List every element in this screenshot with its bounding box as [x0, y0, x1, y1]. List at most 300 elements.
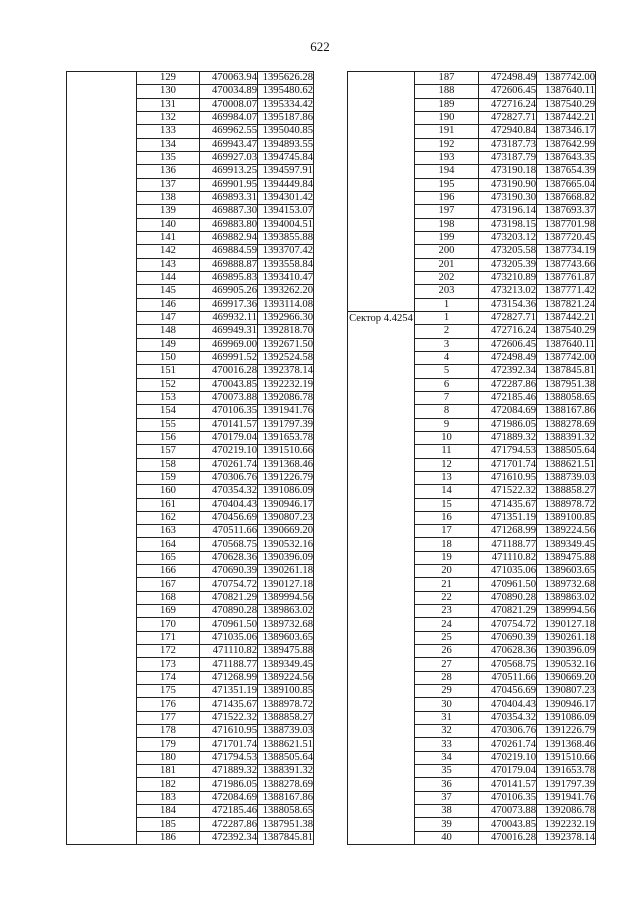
y-coordinate: 1390669.20 — [258, 525, 314, 538]
point-number: 162 — [137, 511, 200, 524]
y-coordinate: 1391226.79 — [258, 471, 314, 484]
x-coordinate: 472287.86 — [479, 378, 537, 391]
point-number: 21 — [415, 578, 479, 591]
point-number: 15 — [415, 498, 479, 511]
x-coordinate: 472185.46 — [479, 391, 537, 404]
x-coordinate: 471435.67 — [479, 498, 537, 511]
point-number: 143 — [137, 258, 200, 271]
point-number: 33 — [415, 738, 479, 751]
y-coordinate: 1387640.11 — [537, 85, 596, 98]
point-number: 178 — [137, 725, 200, 738]
point-number: 137 — [137, 178, 200, 191]
point-number: 31 — [415, 711, 479, 724]
point-number: 145 — [137, 285, 200, 298]
x-coordinate: 470106.35 — [200, 405, 258, 418]
y-coordinate: 1392232.19 — [537, 818, 596, 831]
x-coordinate: 469991.52 — [200, 351, 258, 364]
point-number: 171 — [137, 631, 200, 644]
x-coordinate: 471188.77 — [479, 538, 537, 551]
y-coordinate: 1389994.56 — [537, 605, 596, 618]
x-coordinate: 473190.18 — [479, 165, 537, 178]
point-number: 134 — [137, 138, 200, 151]
y-coordinate: 1389100.85 — [537, 511, 596, 524]
point-number: 166 — [137, 565, 200, 578]
point-number: 199 — [415, 231, 479, 244]
y-coordinate: 1387665.04 — [537, 178, 596, 191]
x-coordinate: 470890.28 — [200, 605, 258, 618]
point-number: 136 — [137, 165, 200, 178]
y-coordinate: 1390946.17 — [258, 498, 314, 511]
point-number: 152 — [137, 378, 200, 391]
y-coordinate: 1390532.16 — [258, 538, 314, 551]
point-number: 132 — [137, 111, 200, 124]
point-number: 36 — [415, 778, 479, 791]
x-coordinate: 472606.45 — [479, 338, 537, 351]
y-coordinate: 1392818.70 — [258, 325, 314, 338]
x-coordinate: 470890.28 — [479, 591, 537, 604]
x-coordinate: 470456.69 — [479, 685, 537, 698]
x-coordinate: 470179.04 — [200, 431, 258, 444]
x-coordinate: 470511.66 — [479, 671, 537, 684]
point-number: 173 — [137, 658, 200, 671]
x-coordinate: 472392.34 — [479, 365, 537, 378]
y-coordinate: 1393114.08 — [258, 298, 314, 311]
y-coordinate: 1391510.66 — [537, 751, 596, 764]
x-coordinate: 471794.53 — [200, 751, 258, 764]
point-number: 11 — [415, 445, 479, 458]
y-coordinate: 1391368.46 — [258, 458, 314, 471]
y-coordinate: 1395334.42 — [258, 98, 314, 111]
y-coordinate: 1391797.39 — [537, 778, 596, 791]
y-coordinate: 1387734.19 — [537, 245, 596, 258]
x-coordinate: 470073.88 — [200, 391, 258, 404]
y-coordinate: 1389475.88 — [258, 645, 314, 658]
point-number: 129 — [137, 72, 200, 85]
point-number: 14 — [415, 485, 479, 498]
y-coordinate: 1389475.88 — [537, 551, 596, 564]
x-coordinate: 473187.79 — [479, 151, 537, 164]
x-coordinate: 469895.83 — [200, 271, 258, 284]
point-number: 146 — [137, 298, 200, 311]
x-coordinate: 471889.32 — [479, 431, 537, 444]
y-coordinate: 1387761.87 — [537, 271, 596, 284]
y-coordinate: 1387845.81 — [537, 365, 596, 378]
point-number: 17 — [415, 525, 479, 538]
point-number: 133 — [137, 125, 200, 138]
y-coordinate: 1391226.79 — [537, 725, 596, 738]
x-coordinate: 470690.39 — [200, 565, 258, 578]
y-coordinate: 1392524.58 — [258, 351, 314, 364]
point-number: 131 — [137, 98, 200, 111]
x-coordinate: 469882.94 — [200, 231, 258, 244]
table-row — [348, 72, 596, 85]
y-coordinate: 1387742.00 — [537, 351, 596, 364]
point-number: 201 — [415, 258, 479, 271]
x-coordinate: 473187.73 — [479, 138, 537, 151]
point-number: 148 — [137, 325, 200, 338]
y-coordinate: 1389224.56 — [258, 671, 314, 684]
x-coordinate: 471110.82 — [479, 551, 537, 564]
y-coordinate: 1387654.39 — [537, 165, 596, 178]
point-number: 189 — [415, 98, 479, 111]
x-coordinate: 473203.12 — [479, 231, 537, 244]
x-coordinate: 472940.84 — [479, 125, 537, 138]
x-coordinate: 472827.71 — [479, 111, 537, 124]
y-coordinate: 1388621.51 — [258, 738, 314, 751]
point-number: 28 — [415, 671, 479, 684]
x-coordinate: 469949.31 — [200, 325, 258, 338]
point-number: 6 — [415, 378, 479, 391]
point-number: 1 — [415, 298, 479, 311]
x-coordinate: 470754.72 — [479, 618, 537, 631]
x-coordinate: 469893.31 — [200, 191, 258, 204]
y-coordinate: 1394301.42 — [258, 191, 314, 204]
point-number: 9 — [415, 418, 479, 431]
x-coordinate: 472716.24 — [479, 98, 537, 111]
x-coordinate: 469884.59 — [200, 245, 258, 258]
sector-label: Сектор 4.4254 — [348, 311, 415, 844]
point-number: 13 — [415, 471, 479, 484]
x-coordinate: 470961.50 — [479, 578, 537, 591]
x-coordinate: 469962.55 — [200, 125, 258, 138]
point-number: 186 — [137, 831, 200, 844]
x-coordinate: 472498.49 — [479, 72, 537, 85]
x-coordinate: 470354.32 — [479, 711, 537, 724]
y-coordinate: 1393558.84 — [258, 258, 314, 271]
point-number: 34 — [415, 751, 479, 764]
x-coordinate: 470141.57 — [200, 418, 258, 431]
x-coordinate: 472392.34 — [200, 831, 258, 844]
x-coordinate: 470821.29 — [200, 591, 258, 604]
point-number: 4 — [415, 351, 479, 364]
point-number: 183 — [137, 791, 200, 804]
y-coordinate: 1388505.64 — [537, 445, 596, 458]
x-coordinate: 471794.53 — [479, 445, 537, 458]
y-coordinate: 1391086.09 — [537, 711, 596, 724]
point-number: 22 — [415, 591, 479, 604]
y-coordinate: 1390807.23 — [258, 511, 314, 524]
x-coordinate: 469969.00 — [200, 338, 258, 351]
point-number: 190 — [415, 111, 479, 124]
y-coordinate: 1392671.50 — [258, 338, 314, 351]
point-number: 144 — [137, 271, 200, 284]
x-coordinate: 471268.99 — [200, 671, 258, 684]
y-coordinate: 1388058.65 — [537, 391, 596, 404]
x-coordinate: 471610.95 — [479, 471, 537, 484]
x-coordinate: 469883.80 — [200, 218, 258, 231]
x-coordinate: 470063.94 — [200, 72, 258, 85]
y-coordinate: 1389349.45 — [537, 538, 596, 551]
point-number: 182 — [137, 778, 200, 791]
point-number: 159 — [137, 471, 200, 484]
x-coordinate: 469932.11 — [200, 311, 258, 324]
y-coordinate: 1387643.35 — [537, 151, 596, 164]
x-coordinate: 471035.06 — [479, 565, 537, 578]
y-coordinate: 1394597.91 — [258, 165, 314, 178]
point-number: 170 — [137, 618, 200, 631]
point-number: 8 — [415, 405, 479, 418]
y-coordinate: 1391653.78 — [537, 765, 596, 778]
point-number: 153 — [137, 391, 200, 404]
point-number: 179 — [137, 738, 200, 751]
y-coordinate: 1390396.09 — [537, 645, 596, 658]
point-number: 38 — [415, 805, 479, 818]
point-number: 2 — [415, 325, 479, 338]
point-number: 23 — [415, 605, 479, 618]
point-number: 200 — [415, 245, 479, 258]
y-coordinate: 1390807.23 — [537, 685, 596, 698]
x-coordinate: 470511.66 — [200, 525, 258, 538]
y-coordinate: 1387540.29 — [537, 325, 596, 338]
point-number: 30 — [415, 698, 479, 711]
x-coordinate: 472287.86 — [200, 818, 258, 831]
x-coordinate: 470008.07 — [200, 98, 258, 111]
y-coordinate: 1394745.84 — [258, 151, 314, 164]
x-coordinate: 470261.74 — [479, 738, 537, 751]
x-coordinate: 470754.72 — [200, 578, 258, 591]
y-coordinate: 1393262.20 — [258, 285, 314, 298]
point-number: 151 — [137, 365, 200, 378]
y-coordinate: 1388978.72 — [258, 698, 314, 711]
point-number: 26 — [415, 645, 479, 658]
point-number: 35 — [415, 765, 479, 778]
x-coordinate: 470261.74 — [200, 458, 258, 471]
x-coordinate: 473205.39 — [479, 258, 537, 271]
x-coordinate: 470354.32 — [200, 485, 258, 498]
x-coordinate: 470016.28 — [200, 365, 258, 378]
point-number: 40 — [415, 831, 479, 844]
y-coordinate: 1389732.68 — [258, 618, 314, 631]
point-number: 185 — [137, 818, 200, 831]
y-coordinate: 1387346.17 — [537, 125, 596, 138]
y-coordinate: 1387821.24 — [537, 298, 596, 311]
x-coordinate: 471522.32 — [200, 711, 258, 724]
point-number: 5 — [415, 365, 479, 378]
x-coordinate: 470141.57 — [479, 778, 537, 791]
point-number: 18 — [415, 538, 479, 551]
point-number: 180 — [137, 751, 200, 764]
x-coordinate: 470043.85 — [479, 818, 537, 831]
point-number: 165 — [137, 551, 200, 564]
x-coordinate: 470690.39 — [479, 631, 537, 644]
x-coordinate: 472084.69 — [479, 405, 537, 418]
point-number: 10 — [415, 431, 479, 444]
y-coordinate: 1391797.39 — [258, 418, 314, 431]
y-coordinate: 1387442.21 — [537, 111, 596, 124]
y-coordinate: 1390261.18 — [258, 565, 314, 578]
point-number: 39 — [415, 818, 479, 831]
point-number: 20 — [415, 565, 479, 578]
y-coordinate: 1387742.00 — [537, 72, 596, 85]
point-number: 181 — [137, 765, 200, 778]
point-number: 172 — [137, 645, 200, 658]
y-coordinate: 1392966.30 — [258, 311, 314, 324]
x-coordinate: 470404.43 — [479, 698, 537, 711]
point-number: 3 — [415, 338, 479, 351]
table-row — [348, 311, 596, 324]
x-coordinate: 470073.88 — [479, 805, 537, 818]
x-coordinate: 473154.36 — [479, 298, 537, 311]
y-coordinate: 1393855.88 — [258, 231, 314, 244]
x-coordinate: 470404.43 — [200, 498, 258, 511]
x-coordinate: 473190.30 — [479, 191, 537, 204]
point-number: 130 — [137, 85, 200, 98]
x-coordinate: 472716.24 — [479, 325, 537, 338]
point-number: 16 — [415, 511, 479, 524]
point-number: 138 — [137, 191, 200, 204]
y-coordinate: 1395626.28 — [258, 72, 314, 85]
y-coordinate: 1388739.03 — [258, 725, 314, 738]
y-coordinate: 1391941.76 — [537, 791, 596, 804]
x-coordinate: 471986.05 — [200, 778, 258, 791]
x-coordinate: 469917.36 — [200, 298, 258, 311]
x-coordinate: 473196.14 — [479, 205, 537, 218]
x-coordinate: 470628.36 — [200, 551, 258, 564]
point-number: 198 — [415, 218, 479, 231]
x-coordinate: 472606.45 — [479, 85, 537, 98]
y-coordinate: 1391653.78 — [258, 431, 314, 444]
x-coordinate: 471610.95 — [200, 725, 258, 738]
right-section-cell — [348, 72, 415, 312]
x-coordinate: 470016.28 — [479, 831, 537, 844]
point-number: 37 — [415, 791, 479, 804]
left-section-cell — [67, 72, 137, 845]
x-coordinate: 472827.71 — [479, 311, 537, 324]
y-coordinate: 1389100.85 — [258, 685, 314, 698]
y-coordinate: 1395480.62 — [258, 85, 314, 98]
x-coordinate: 473213.02 — [479, 285, 537, 298]
y-coordinate: 1393707.42 — [258, 245, 314, 258]
x-coordinate: 469901.95 — [200, 178, 258, 191]
y-coordinate: 1388858.27 — [258, 711, 314, 724]
x-coordinate: 472498.49 — [479, 351, 537, 364]
point-number: 19 — [415, 551, 479, 564]
point-number: 176 — [137, 698, 200, 711]
y-coordinate: 1388391.32 — [258, 765, 314, 778]
point-number: 196 — [415, 191, 479, 204]
point-number: 12 — [415, 458, 479, 471]
x-coordinate: 471351.19 — [200, 685, 258, 698]
y-coordinate: 1388978.72 — [537, 498, 596, 511]
x-coordinate: 471188.77 — [200, 658, 258, 671]
y-coordinate: 1392378.14 — [258, 365, 314, 378]
x-coordinate: 471701.74 — [200, 738, 258, 751]
y-coordinate: 1387642.99 — [537, 138, 596, 151]
x-coordinate: 469984.07 — [200, 111, 258, 124]
point-number: 187 — [415, 72, 479, 85]
point-number: 139 — [137, 205, 200, 218]
y-coordinate: 1390946.17 — [537, 698, 596, 711]
x-coordinate: 471435.67 — [200, 698, 258, 711]
page-number: 622 — [310, 39, 330, 54]
x-coordinate: 470568.75 — [200, 538, 258, 551]
point-number: 140 — [137, 218, 200, 231]
x-coordinate: 471701.74 — [479, 458, 537, 471]
y-coordinate: 1394893.55 — [258, 138, 314, 151]
point-number: 160 — [137, 485, 200, 498]
x-coordinate: 469913.25 — [200, 165, 258, 178]
y-coordinate: 1388858.27 — [537, 485, 596, 498]
left-coordinates-table — [66, 71, 314, 845]
point-number: 197 — [415, 205, 479, 218]
x-coordinate: 470821.29 — [479, 605, 537, 618]
point-number: 1 — [415, 311, 479, 324]
x-coordinate: 471351.19 — [479, 511, 537, 524]
point-number: 168 — [137, 591, 200, 604]
y-coordinate: 1387771.42 — [537, 285, 596, 298]
point-number: 164 — [137, 538, 200, 551]
x-coordinate: 470106.35 — [479, 791, 537, 804]
point-number: 175 — [137, 685, 200, 698]
y-coordinate: 1387640.11 — [537, 338, 596, 351]
point-number: 24 — [415, 618, 479, 631]
y-coordinate: 1387951.38 — [537, 378, 596, 391]
right-coordinates-table — [347, 71, 596, 845]
y-coordinate: 1388505.64 — [258, 751, 314, 764]
x-coordinate: 471889.32 — [200, 765, 258, 778]
x-coordinate: 470961.50 — [200, 618, 258, 631]
x-coordinate: 469927.03 — [200, 151, 258, 164]
y-coordinate: 1390532.16 — [537, 658, 596, 671]
y-coordinate: 1389349.45 — [258, 658, 314, 671]
y-coordinate: 1387668.82 — [537, 191, 596, 204]
point-number: 194 — [415, 165, 479, 178]
y-coordinate: 1394004.51 — [258, 218, 314, 231]
point-number: 157 — [137, 445, 200, 458]
y-coordinate: 1387743.66 — [537, 258, 596, 271]
x-coordinate: 473190.90 — [479, 178, 537, 191]
y-coordinate: 1388167.86 — [537, 405, 596, 418]
point-number: 27 — [415, 658, 479, 671]
point-number: 169 — [137, 605, 200, 618]
y-coordinate: 1395187.86 — [258, 111, 314, 124]
y-coordinate: 1390127.18 — [258, 578, 314, 591]
point-number: 202 — [415, 271, 479, 284]
y-coordinate: 1388058.65 — [258, 805, 314, 818]
point-number: 135 — [137, 151, 200, 164]
y-coordinate: 1389224.56 — [537, 525, 596, 538]
y-coordinate: 1391086.09 — [258, 485, 314, 498]
y-coordinate: 1387693.37 — [537, 205, 596, 218]
x-coordinate: 469888.87 — [200, 258, 258, 271]
x-coordinate: 470034.89 — [200, 85, 258, 98]
y-coordinate: 1390261.18 — [537, 631, 596, 644]
x-coordinate: 472084.69 — [200, 791, 258, 804]
point-number: 191 — [415, 125, 479, 138]
y-coordinate: 1387951.38 — [258, 818, 314, 831]
point-number: 174 — [137, 671, 200, 684]
y-coordinate: 1389603.65 — [537, 565, 596, 578]
y-coordinate: 1388391.32 — [537, 431, 596, 444]
y-coordinate: 1388278.69 — [258, 778, 314, 791]
x-coordinate: 469943.47 — [200, 138, 258, 151]
point-number: 149 — [137, 338, 200, 351]
point-number: 155 — [137, 418, 200, 431]
point-number: 203 — [415, 285, 479, 298]
x-coordinate: 470179.04 — [479, 765, 537, 778]
x-coordinate: 471268.99 — [479, 525, 537, 538]
y-coordinate: 1390669.20 — [537, 671, 596, 684]
point-number: 167 — [137, 578, 200, 591]
y-coordinate: 1388167.86 — [258, 791, 314, 804]
y-coordinate: 1391510.66 — [258, 445, 314, 458]
x-coordinate: 471986.05 — [479, 418, 537, 431]
y-coordinate: 1390396.09 — [258, 551, 314, 564]
x-coordinate: 473205.58 — [479, 245, 537, 258]
point-number: 154 — [137, 405, 200, 418]
point-number: 193 — [415, 151, 479, 164]
y-coordinate: 1391368.46 — [537, 738, 596, 751]
